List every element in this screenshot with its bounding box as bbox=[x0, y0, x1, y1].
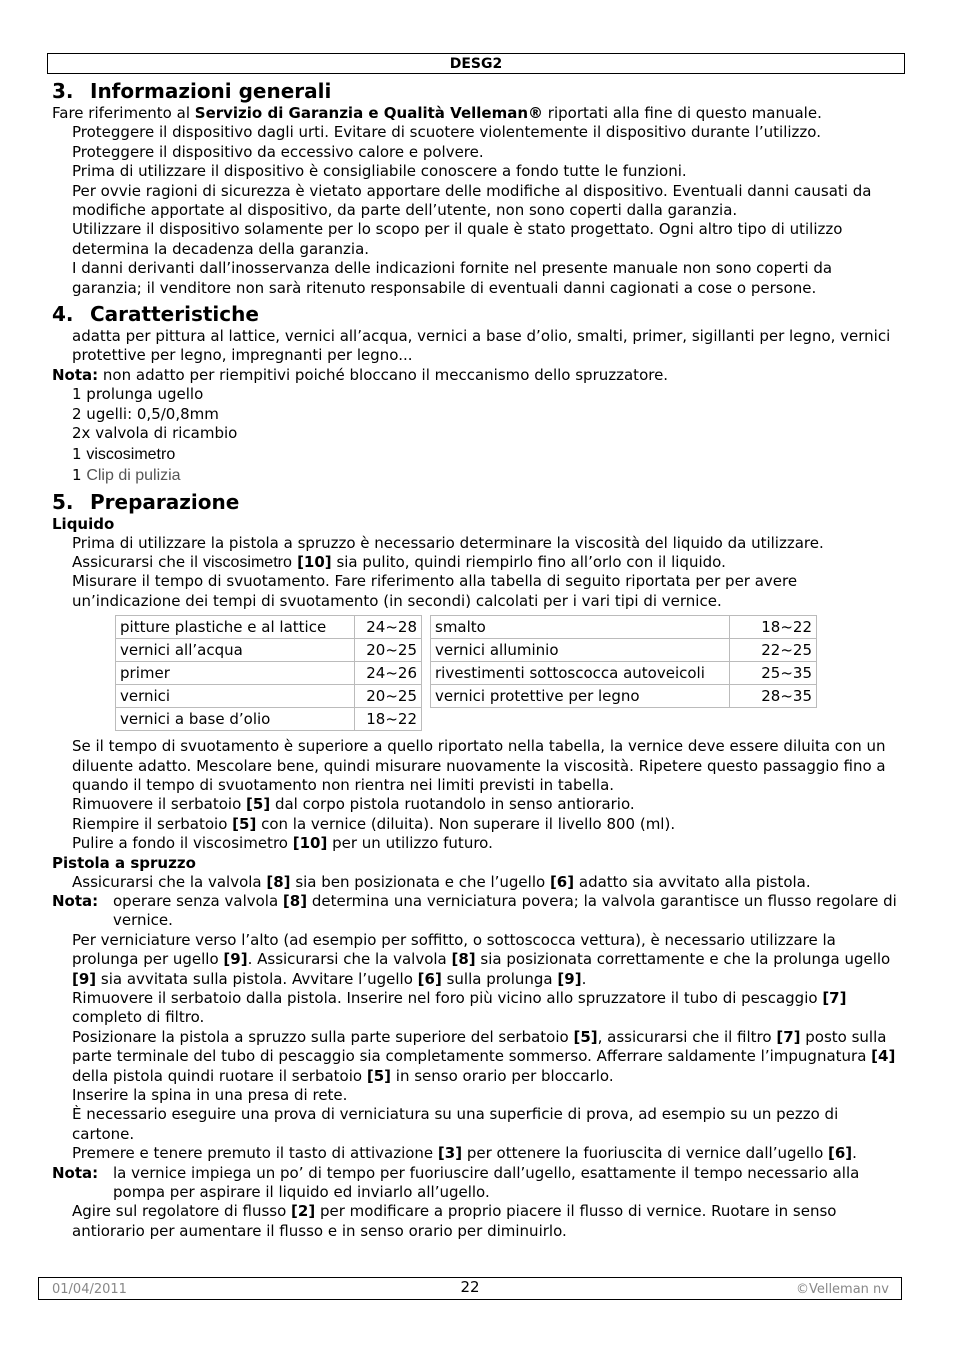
nota-block: Nota: la vernice impiega un po’ di tempo per fuoriuscire dall’ugello, esattamente il tempo necessario alla pompa per aspirare il liquido ed inviarlo all’ugello. bbox=[52, 1163, 860, 1202]
s5-paragraph: Posizionare la pistola a spruzzo sulla parte superiore del serbatoio [5], assicurarsi che il filtro [7] posto sulla parte terminale del tubo di pescaggio sia completamente sommerso. Afferrare saldamente l’impugnatura [4] della pistola quindi ruotare il serbatoio [5] in senso orario per bloccarlo. bbox=[72, 1027, 896, 1085]
s4-nota: Nota: non adatto per riempitivi poiché bloccano il meccanismo dello spruzzatore. bbox=[52, 365, 669, 384]
nota-block: Nota: operare senza valvola [8] determina una verniciatura povera; la valvola garantisce un flusso regolare di vernice. bbox=[52, 891, 897, 930]
page-number: 22 bbox=[460, 1278, 480, 1296]
table-row: rivestimenti sottoscocca autoveicoli 25~35 bbox=[431, 662, 817, 685]
s5-paragraph: Pulire a fondo il viscosimetro [10] per un utilizzo futuro. bbox=[72, 834, 493, 853]
table-row: vernici protettive per legno 28~35 bbox=[431, 685, 817, 708]
table-row: vernici 20~25 bbox=[116, 685, 422, 708]
footer-copyright: ©Velleman nv bbox=[795, 1282, 889, 1297]
viscosity-table-right bbox=[430, 615, 817, 708]
s5-paragraph: Per verniciature verso l’alto (ad esempio per soffitto, o sottoscocca vettura), è necessario utilizzare la prolunga per ugello [9]. Assicurarsi che la valvola [8] sia posizionata correttamente e che la prolunga ugello [9] sia avvitata sulla pistola. Avvitare l’ugello [6] sulla prolunga [9]. bbox=[72, 930, 891, 988]
section-3-heading: 3. Informazioni generali bbox=[52, 79, 332, 103]
s3-item: Proteggere il dispositivo dagli urti. Evitare di scuotere violentemente il dispositivo durante l’utilizzo. bbox=[72, 123, 821, 142]
s3-intro: Fare riferimento al Servizio di Garanzia e Qualità Velleman® riportati alla fine di questo manuale. bbox=[52, 104, 822, 122]
page-content bbox=[52, 78, 904, 1241]
s5-paragraph: Se il tempo di svuotamento è superiore a quello riportato nella tabella, la vernice deve essere diluita con un diluente adatto. Mescolare bene, quindi misurare nuovamente la viscosità. Ripetere questo passaggio fino a quando il tempo di svuotamento non rientra nei limiti previsti in tabella. bbox=[72, 737, 886, 794]
viscosity-table-left bbox=[115, 615, 422, 731]
subheading-pistola: Pistola a spruzzo bbox=[52, 853, 196, 872]
table-row: pitture plastiche e al lattice 24~28 bbox=[116, 616, 422, 639]
s5-paragraph: Riempire il serbatoio [5] con la vernice (diluita). Non superare il livello 800 (ml). bbox=[72, 814, 676, 833]
s5-paragraph: È necessario eseguire una prova di verniciatura su una superficie di prova, ad esempio su un pezzo di cartone. bbox=[72, 1105, 839, 1143]
s5-paragraph: Inserire la spina in una presa di rete. bbox=[72, 1086, 348, 1105]
s4-item: 2x valvola di ricambio bbox=[72, 424, 238, 443]
document-header-model: DESG2 bbox=[47, 53, 905, 74]
s4-paragraph: adatta per pittura al lattice, vernici all’acqua, vernici a base d’olio, smalti, primer, sigillanti per legno, vernici protettive per legno, impregnanti per legno... bbox=[72, 327, 891, 365]
s5-paragraph: Rimuovere il serbatoio [5] dal corpo pistola ruotandolo in senso antiorario. bbox=[72, 795, 635, 814]
table-row: vernici a base d’olio 18~22 bbox=[116, 708, 422, 731]
s4-item: 1 Clip di pulizia bbox=[72, 465, 181, 484]
s4-item: 2 ugelli: 0,5/0,8mm bbox=[72, 404, 219, 423]
table-row: vernici all’acqua 20~25 bbox=[116, 639, 422, 662]
viscosity-tables bbox=[115, 615, 904, 731]
table-row: smalto 18~22 bbox=[431, 616, 817, 639]
subheading-liquido: Liquido bbox=[52, 514, 115, 533]
s5-paragraph: Rimuovere il serbatoio dalla pistola. Inserire nel foro più vicino allo spruzzatore il tubo di pescaggio [7] completo di filtro. bbox=[72, 989, 847, 1027]
s4-item: 1 prolunga ugello bbox=[72, 385, 204, 404]
s3-item: Proteggere il dispositivo da eccessivo calore e polvere. bbox=[72, 142, 484, 161]
section-4-heading: 4. Caratteristiche bbox=[52, 302, 259, 327]
s5-paragraph: Assicurarsi che il viscosimetro [10] sia pulito, quindi riempirlo fino all’orlo con il liquido. bbox=[72, 552, 726, 571]
s5-paragraph: Premere e tenere premuto il tasto di attivazione [3] per ottenere la fuoriuscita di vernice dall’ugello [6]. bbox=[72, 1144, 857, 1163]
s5-paragraph: Assicurarsi che la valvola [8] sia ben posizionata e che l’ugello [6] adatto sia avvitato alla pistola. bbox=[72, 872, 811, 891]
s5-paragraph: Misurare il tempo di svuotamento. Fare riferimento alla tabella di seguito riportata per per avere un’indicazione dei tempi di svuotamento (in secondi) calcolati per i vari tipi di vernice. bbox=[72, 572, 798, 610]
table-row: vernici alluminio 22~25 bbox=[431, 639, 817, 662]
page-footer bbox=[38, 1277, 902, 1300]
s3-item: I danni derivanti dall’inosservanza delle indicazioni fornite nel presente manuale non sono coperti da garanzia; il venditore non sarà ritenuto responsabile di eventuali danni cagionati a cose o persone. bbox=[72, 259, 833, 297]
s3-item: Utilizzare il dispositivo solamente per lo scopo per il quale è stato progettato. Ogni altro tipo di utilizzo determina la decadenza della garanzia. bbox=[72, 220, 843, 258]
s5-paragraph: Agire sul regolatore di flusso [2] per modificare a proprio piacere il flusso di vernice. Ruotare in senso antiorario per aumentare il flusso e in senso orario per diminuirlo. bbox=[72, 1202, 837, 1240]
s5-paragraph: Prima di utilizzare la pistola a spruzzo è necessario determinare la viscosità del liquido da utilizzare. bbox=[72, 533, 824, 552]
footer-date: 01/04/2011 bbox=[52, 1282, 127, 1297]
table-row: primer 24~26 bbox=[116, 662, 422, 685]
s3-item: Per ovvie ragioni di sicurezza è vietato apportare delle modifiche al dispositivo. Eventuali danni causati da modifiche apportate al dispositivo, da parte dell’utente, non sono coperti dalla garanzia. bbox=[72, 181, 872, 220]
s3-item: Prima di utilizzare il dispositivo è consigliabile conoscere a fondo tutte le funzioni. bbox=[72, 162, 687, 181]
s4-item: 1 viscosimetro bbox=[72, 444, 176, 463]
section-5-heading: 5. Preparazione bbox=[52, 489, 240, 514]
